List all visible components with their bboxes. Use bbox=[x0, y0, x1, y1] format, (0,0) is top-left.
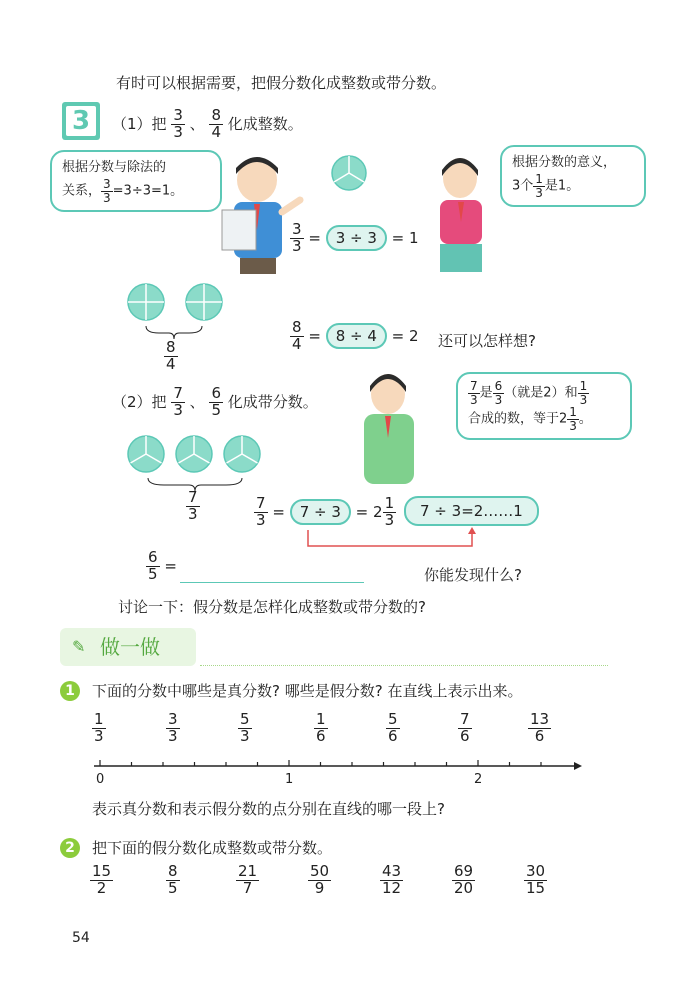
q2-fraction: $\frac{43}{12}$ bbox=[382, 862, 402, 897]
division-pill: 3 ÷ 3 bbox=[326, 225, 387, 251]
q1-fraction: $\frac{7}{6}$ bbox=[460, 710, 470, 745]
equation-6-5: $\frac{6}{5}$ = bbox=[148, 548, 177, 583]
q1-fraction: $\frac{3}{3}$ bbox=[168, 710, 178, 745]
equation-8-4: $\frac{8}{4}$ = 8 ÷ 4 = 2 bbox=[292, 318, 419, 353]
axis-label: 2 bbox=[474, 772, 483, 787]
fraction: $\frac{8}{4}$ bbox=[211, 106, 221, 141]
part1-prefix: （1）把 bbox=[112, 114, 167, 133]
circles-quarters bbox=[126, 282, 226, 324]
circles-thirds bbox=[126, 434, 272, 474]
answer-blank-line[interactable] bbox=[180, 582, 364, 583]
number-line bbox=[84, 756, 584, 778]
q2-fraction: $\frac{21}{7}$ bbox=[238, 862, 258, 897]
q2-fraction: $\frac{15}{2}$ bbox=[92, 862, 112, 897]
q1-text: 下面的分数中哪些是真分数? 哪些是假分数? 在直线上表示出来。 bbox=[92, 682, 523, 700]
equation-7-3: $\frac{7}{3}$ = 7 ÷ 3 = 2 $\frac{1}{3}$ bbox=[256, 494, 395, 529]
red-arrow bbox=[300, 526, 480, 552]
division-pill: 8 ÷ 4 bbox=[326, 323, 387, 349]
part1-suffix: 化成整数。 bbox=[227, 114, 303, 133]
axis-label: 1 bbox=[285, 772, 294, 787]
q2-fraction: $\frac{69}{20}$ bbox=[454, 862, 474, 897]
speech-bubble-girl-2: $\frac{7}{3}$ 是 $\frac{6}{3}$ （就是2）和 $\frac{1}{3}$ 合成的数，等于2 $\frac{1}{3}$ 。 bbox=[456, 372, 632, 440]
speech-bubble-girl-1: 根据分数的意义， 3个 $\frac{1}{3}$ 是1。 bbox=[500, 145, 646, 207]
q1-followup: 表示真分数和表示假分数的点分别在直线的哪一段上? bbox=[92, 800, 445, 818]
q2-text: 把下面的假分数化成整数或带分数。 bbox=[92, 839, 333, 857]
q1-fraction: $\frac{13}{6}$ bbox=[530, 710, 550, 745]
discover-text: 你能发现什么? bbox=[424, 566, 522, 584]
question-number-badge: 1 bbox=[60, 681, 80, 701]
girl-illustration-2 bbox=[350, 368, 430, 488]
pencil-icon: ✎ bbox=[72, 637, 86, 656]
brace-fraction-8-4: $\frac{8}{4}$ bbox=[166, 338, 176, 373]
q2-fraction: $\frac{50}{9}$ bbox=[310, 862, 330, 897]
page-number: 54 bbox=[72, 930, 90, 946]
practice-title: ✎ 做一做 bbox=[60, 628, 196, 666]
division-pill: 7 ÷ 3 bbox=[290, 499, 351, 525]
q1-fraction: $\frac{1}{3}$ bbox=[94, 710, 104, 745]
girl-illustration bbox=[420, 150, 500, 278]
question-number-badge: 2 bbox=[60, 838, 80, 858]
part1-heading: （1）把 $\frac{3}{3}$ 、 $\frac{8}{4}$ 化成整数。 bbox=[112, 106, 303, 141]
q2-fraction: $\frac{8}{5}$ bbox=[168, 862, 178, 897]
axis-label: 0 bbox=[96, 772, 105, 787]
section-number-badge bbox=[62, 102, 100, 140]
q2-fraction: $\frac{30}{15}$ bbox=[526, 862, 546, 897]
dotted-divider bbox=[200, 665, 608, 666]
q1-fraction: $\frac{1}{6}$ bbox=[316, 710, 326, 745]
boy-illustration bbox=[212, 150, 304, 280]
circle-thirds-whole bbox=[330, 154, 368, 192]
section-number: 3 bbox=[66, 106, 96, 136]
q1-fraction: $\frac{5}{6}$ bbox=[388, 710, 398, 745]
discussion-text: 讨论一下：假分数是怎样化成整数或带分数的? bbox=[118, 598, 426, 616]
intro-text: 有时可以根据需要，把假分数化成整数或带分数。 bbox=[116, 74, 447, 92]
q1-fraction: $\frac{5}{3}$ bbox=[240, 710, 250, 745]
speech-bubble-boy: 根据分数与除法的 关系， $\frac{3}{3}$ =3÷3=1。 bbox=[50, 150, 222, 212]
division-remainder-box: 7 ÷ 3=2……1 bbox=[404, 496, 539, 526]
equation-3-3: $\frac{3}{3}$ = 3 ÷ 3 = 1 bbox=[292, 220, 419, 255]
think-other-text: 还可以怎样想? bbox=[438, 332, 536, 350]
fraction: $\frac{3}{3}$ bbox=[173, 106, 183, 141]
brace-fraction-7-3: $\frac{7}{3}$ bbox=[188, 488, 198, 523]
part2-heading: （2）把 $\frac{7}{3}$ 、 $\frac{6}{5}$ 化成带分数。 bbox=[112, 384, 318, 419]
